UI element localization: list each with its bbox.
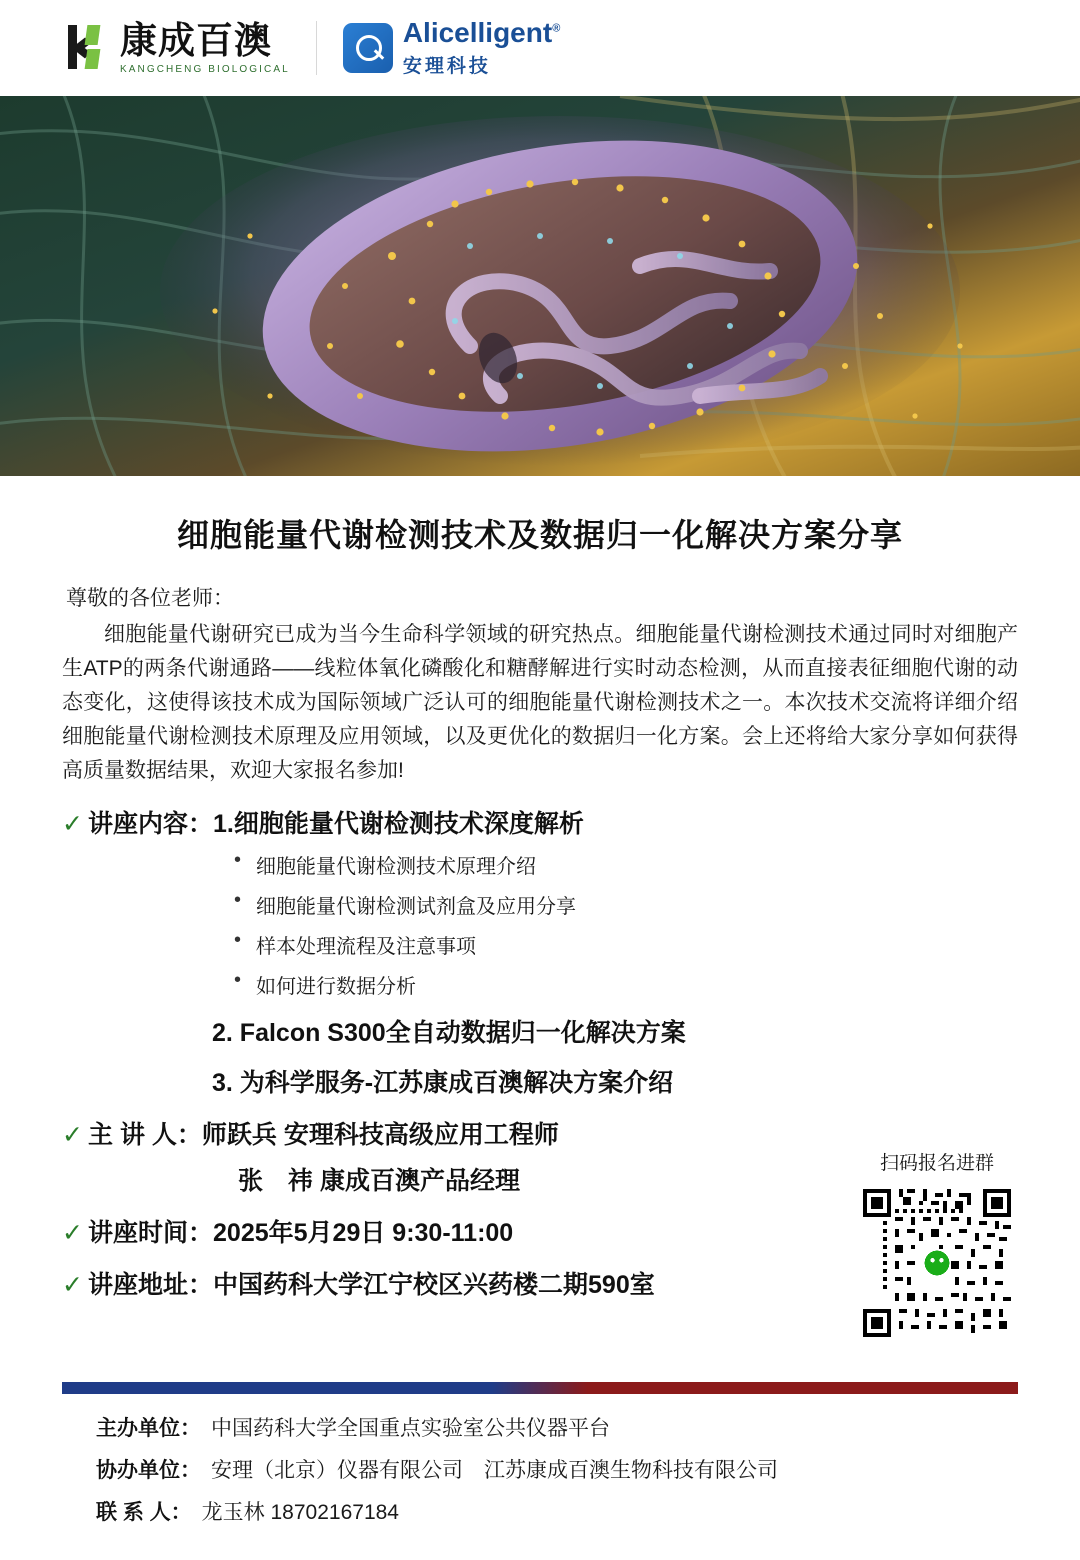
page-title: 细胞能量代谢检测技术及数据归一化解决方案分享 bbox=[176, 517, 903, 553]
logo-kangcheng-en: KANGCHENG BIOLOGICAL bbox=[120, 63, 290, 75]
time-value: 2025年5月29日 9:30-11:00 bbox=[213, 1218, 514, 1247]
logo-alicelligent-en-text: Alicelligent bbox=[402, 16, 553, 48]
footer-row-contact bbox=[96, 1496, 996, 1526]
qr-caption: 扫码报名进群 bbox=[879, 1153, 994, 1174]
footer-row-coorganizer bbox=[96, 1454, 996, 1484]
mitochondrion-illustration-icon bbox=[0, 96, 1080, 476]
footer-label: 联 系 人： bbox=[96, 1501, 192, 1524]
logo-divider bbox=[316, 21, 317, 75]
salutation: 尊敬的各位老师： bbox=[66, 587, 234, 610]
intro-paragraph: 细胞能量代谢研究已成为当今生命科学领域的研究热点。细胞能量代谢检测技术通过同时对细胞产生ATP的两条代谢通路——线粒体氧化磷酸化和糖酵解进行实时动态检测，从而直接表征细胞代谢的动态变化，这使得该技术成为国际领域广泛认可的细胞能量代谢检测技术之一。本次技术交流将详细介绍细胞能量代谢检测技术原理及应用领域，以及更优化的数据归一化方案。会上还将给大家分享如何获得高质量数据结果，欢迎大家报名参加! bbox=[62, 622, 1018, 782]
section-speaker bbox=[62, 1115, 1018, 1151]
logo-kangcheng bbox=[66, 19, 290, 75]
footer-label: 主办单位： bbox=[96, 1417, 201, 1440]
list-item: • 如何进行数据分析 bbox=[234, 970, 1018, 999]
check-icon: ✓ bbox=[62, 1218, 83, 1247]
footer-value: 安理（北京）仪器有限公司 江苏康成百澳生物科技有限公司 bbox=[211, 1459, 778, 1482]
logo-kangcheng-cn: 康成百澳 bbox=[120, 19, 272, 61]
logo-alicelligent-cn: 安理科技 bbox=[402, 55, 491, 77]
speaker-name-2: 张 祎 康成百澳产品经理 bbox=[238, 1166, 520, 1195]
speaker-name-1: 师跃兵 安理科技高级应用工程师 bbox=[201, 1120, 559, 1149]
footer-row-organizer bbox=[96, 1412, 996, 1442]
footer-value: 龙玉林 18702167184 bbox=[201, 1501, 399, 1524]
list-item: • 细胞能量代谢检测技术原理介绍 bbox=[234, 850, 1018, 879]
check-icon: ✓ bbox=[62, 809, 83, 838]
list-item: • 细胞能量代谢检测试剂盒及应用分享 bbox=[234, 890, 1018, 919]
kangcheng-logo-icon bbox=[66, 23, 112, 73]
check-icon: ✓ bbox=[62, 1270, 83, 1299]
section-content bbox=[62, 804, 1018, 840]
logo-alicelligent-en bbox=[402, 16, 561, 48]
speaker-label: 主 讲 人： bbox=[88, 1120, 202, 1149]
check-icon: ✓ bbox=[62, 1120, 83, 1149]
content-label: 讲座内容： bbox=[88, 809, 214, 838]
qr-registration-block bbox=[854, 1148, 1020, 1341]
hero-image bbox=[0, 96, 1080, 476]
qr-code-icon[interactable] bbox=[859, 1185, 1015, 1341]
list-item: • 样本处理流程及注意事项 bbox=[234, 930, 1018, 959]
address-label: 讲座地址： bbox=[88, 1270, 214, 1299]
footer-divider-bar bbox=[62, 1382, 1018, 1394]
content-item-3: 3. 为科学服务-江苏康成百澳解决方案介绍 bbox=[212, 1068, 674, 1097]
footer-label: 协办单位： bbox=[96, 1459, 201, 1482]
registered-mark-icon: ® bbox=[552, 22, 561, 35]
content-item-1: 1.细胞能量代谢检测技术深度解析 bbox=[213, 809, 584, 838]
time-label: 讲座时间： bbox=[88, 1218, 214, 1247]
content-item-2: 2. Falcon S300全自动数据归一化解决方案 bbox=[212, 1018, 686, 1047]
page-header bbox=[0, 0, 1080, 96]
content-bullet-list bbox=[62, 850, 1018, 999]
alicelligent-logo-icon bbox=[343, 23, 393, 73]
address-value: 中国药科大学江宁校区兴药楼二期590室 bbox=[213, 1270, 655, 1299]
logo-alicelligent bbox=[343, 16, 561, 78]
footer bbox=[96, 1412, 996, 1538]
footer-value: 中国药科大学全国重点实验室公共仪器平台 bbox=[211, 1417, 610, 1440]
